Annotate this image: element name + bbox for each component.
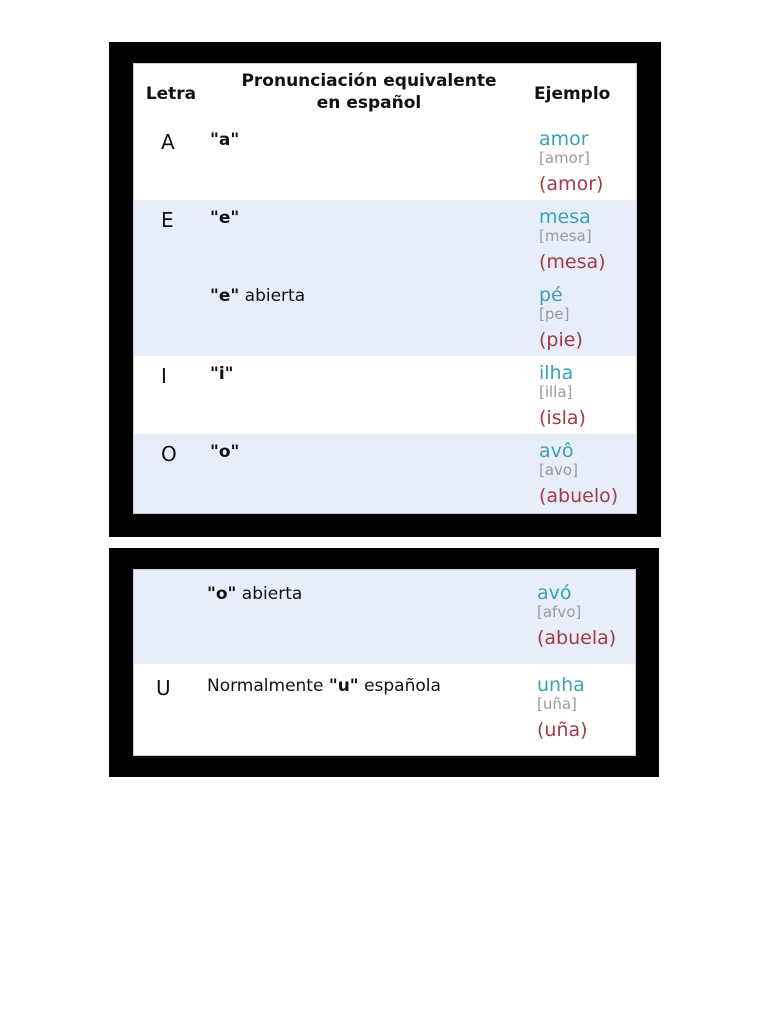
row-example <box>539 130 603 196</box>
row-letter: A <box>161 130 175 154</box>
table-row <box>134 434 636 513</box>
example-word: amor <box>539 128 589 150</box>
example-phonetic: [illa] <box>539 383 573 401</box>
row-pronunciation <box>210 286 305 306</box>
pron-pre: Normalmente <box>207 676 329 696</box>
row-letter: O <box>161 442 177 466</box>
row-letter: U <box>156 676 171 700</box>
example-spanish: (uña) <box>537 719 588 741</box>
row-letter: E <box>161 208 174 232</box>
pron-bold: "u" <box>328 676 359 696</box>
row-example <box>539 286 583 352</box>
example-word: pé <box>539 284 563 306</box>
vowel-table-top <box>133 63 637 514</box>
pron-bold: "o" <box>207 584 237 604</box>
row-example <box>539 442 618 508</box>
example-spanish: (amor) <box>539 173 604 195</box>
example-phonetic: [uña] <box>537 695 577 713</box>
header-pronunciacion-line2: en español <box>316 93 422 113</box>
table-row <box>134 200 636 356</box>
row-example <box>539 364 586 430</box>
table-row <box>134 570 635 664</box>
example-spanish: (abuela) <box>537 627 617 649</box>
row-pronunciation <box>207 676 441 696</box>
pron-bold: "i" <box>210 364 234 384</box>
example-spanish: (abuelo) <box>539 485 619 507</box>
row-pronunciation <box>207 584 302 604</box>
row-example <box>537 584 616 650</box>
example-spanish: (pie) <box>539 329 583 351</box>
example-phonetic: [avo] <box>539 461 578 479</box>
table-row <box>134 356 636 434</box>
header-ejemplo: Ejemplo <box>534 84 611 104</box>
vowel-table-bottom <box>133 569 636 756</box>
example-word: avó <box>537 582 572 604</box>
table-row <box>134 122 636 200</box>
example-word: mesa <box>539 206 591 228</box>
example-word: unha <box>537 674 585 696</box>
pron-bold: "e" <box>210 286 240 306</box>
pron-bold: "o" <box>210 442 240 462</box>
example-word: avô <box>539 440 574 462</box>
example-word: ilha <box>539 362 574 384</box>
header-pronunciacion <box>204 70 534 114</box>
pron-rest: española <box>358 676 441 696</box>
example-phonetic: [pe] <box>539 305 570 323</box>
row-letter: I <box>161 364 167 388</box>
example-spanish: (mesa) <box>539 251 606 273</box>
row-example <box>537 676 588 742</box>
row-pronunciation <box>210 364 234 384</box>
row-example <box>539 208 606 274</box>
example-phonetic: [amor] <box>539 149 590 167</box>
table-row <box>134 664 635 755</box>
example-phonetic: [mesa] <box>539 227 592 245</box>
header-pronunciacion-line1: Pronunciación equivalente <box>241 71 497 91</box>
pron-bold: "e" <box>210 208 240 228</box>
pron-rest: abierta <box>236 584 303 604</box>
example-phonetic: [afvo] <box>537 603 582 621</box>
example-spanish: (isla) <box>539 407 586 429</box>
pron-bold: "a" <box>210 130 240 150</box>
row-pronunciation <box>210 442 239 462</box>
row-pronunciation <box>210 208 239 228</box>
row-pronunciation <box>210 130 239 150</box>
header-letra: Letra <box>145 84 197 104</box>
pron-rest: abierta <box>239 286 306 306</box>
